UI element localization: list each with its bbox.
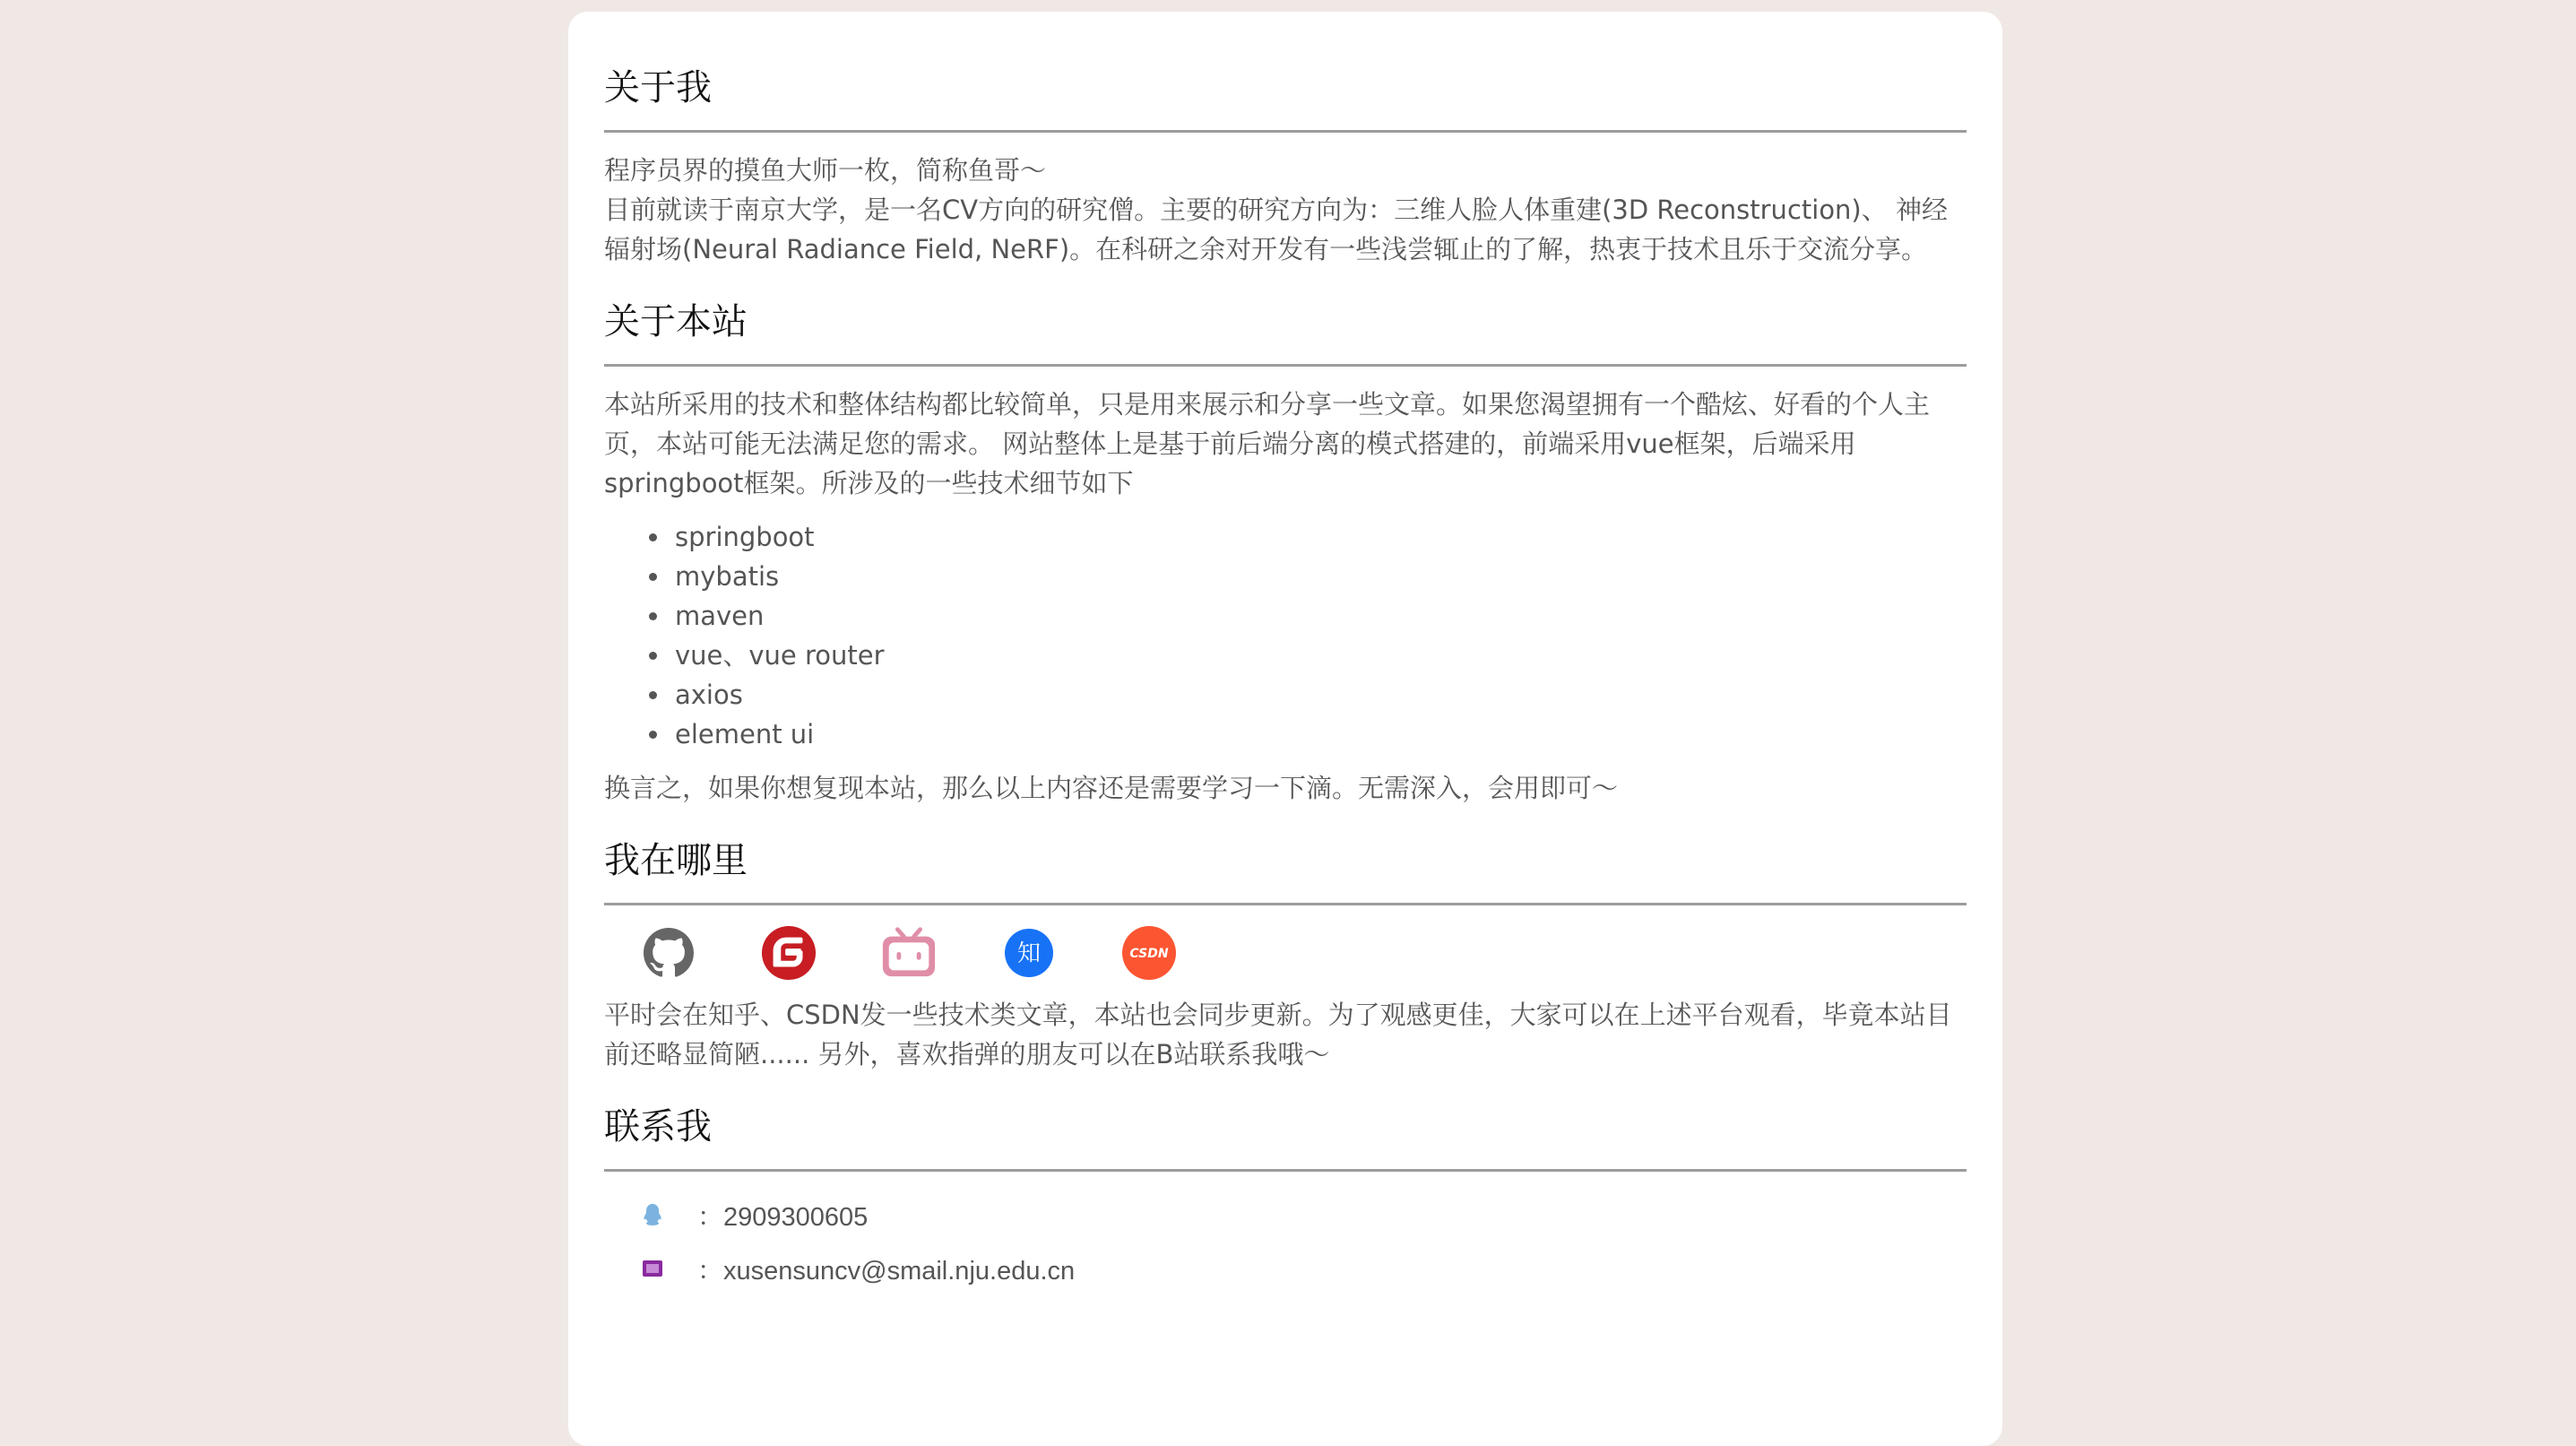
- social-links: [604, 923, 1967, 983]
- about-me-line-2: 目前就读于南京大学，是一名CV方向的研究僧。主要的研究方向为：三维人脸人体重建(3D Reconstruction)、 神经辐射场(Neural Radiance Field, NeRF)。在科研之余对开发有一些浅尝辄止的了解，热衷于技术且乐于交流分享。: [604, 195, 1948, 264]
- github-icon: [644, 928, 694, 978]
- zhihu-icon: [1004, 928, 1054, 978]
- csdn-icon: [1121, 925, 1177, 981]
- where-description: 平时会在知乎、CSDN发一些技术类文章，本站也会同步更新。为了观感更佳，大家可以在上述平台观看，毕竟本站目前还略显简陋...... 另外，喜欢指弹的朋友可以在B站联系我哦～: [604, 1000, 1952, 1069]
- gitee-link[interactable]: [760, 924, 817, 982]
- bilibili-link[interactable]: [880, 924, 938, 982]
- qq-icon: [640, 1202, 665, 1227]
- tech-list: [604, 517, 1967, 754]
- about-site-intro: 本站所采用的技术和整体结构都比较简单，只是用来展示和分享一些文章。如果您渴望拥有一个酷炫、好看的个人主页，本站可能无法满足您的需求。 网站整体上是基于前后端分离的模式搭建的，前端采用vue框架，后端采用springboot框架。所涉及的一些技术细节如下: [604, 389, 1931, 498]
- svg-text:知: 知: [1016, 940, 1042, 967]
- tech-list-item: springboot: [675, 517, 1967, 557]
- section-contact: [604, 1103, 1967, 1288]
- tech-list-item: mybatis: [675, 557, 1967, 596]
- section-title-contact: 联系我: [604, 1103, 1967, 1172]
- qq-number: ：2909300605: [697, 1202, 869, 1232]
- contact-qq: [604, 1195, 1967, 1234]
- section-where: [604, 836, 1967, 1074]
- github-link[interactable]: [640, 924, 697, 982]
- email-icon: [640, 1256, 665, 1281]
- section-about-me: [604, 64, 1967, 269]
- tech-list-item: maven: [675, 596, 1967, 636]
- svg-text:CSDN: CSDN: [1129, 947, 1169, 961]
- about-card: [568, 12, 2002, 1446]
- section-title-where: 我在哪里: [604, 836, 1967, 905]
- section-about-site: [604, 298, 1967, 808]
- about-me-line-1: 程序员界的摸鱼大师一枚，简称鱼哥～: [604, 155, 1047, 186]
- tech-list-item: element ui: [675, 714, 1967, 754]
- tech-list-item: axios: [675, 675, 1967, 714]
- about-site-outro: 换言之，如果你想复现本站，那么以上内容还是需要学习一下滴。无需深入，会用即可～: [604, 773, 1619, 803]
- gitee-icon: [761, 925, 817, 981]
- section-title-about-site: 关于本站: [604, 298, 1967, 367]
- section-title-about-me: 关于我: [604, 64, 1967, 133]
- contact-email: [604, 1249, 1967, 1288]
- email-address: ：xusensuncv@smail.nju.edu.cn: [697, 1256, 1076, 1286]
- csdn-link[interactable]: [1120, 924, 1178, 982]
- tech-list-item: vue、vue router: [675, 636, 1967, 675]
- bilibili-icon: [880, 925, 938, 981]
- zhihu-link[interactable]: [1000, 924, 1058, 982]
